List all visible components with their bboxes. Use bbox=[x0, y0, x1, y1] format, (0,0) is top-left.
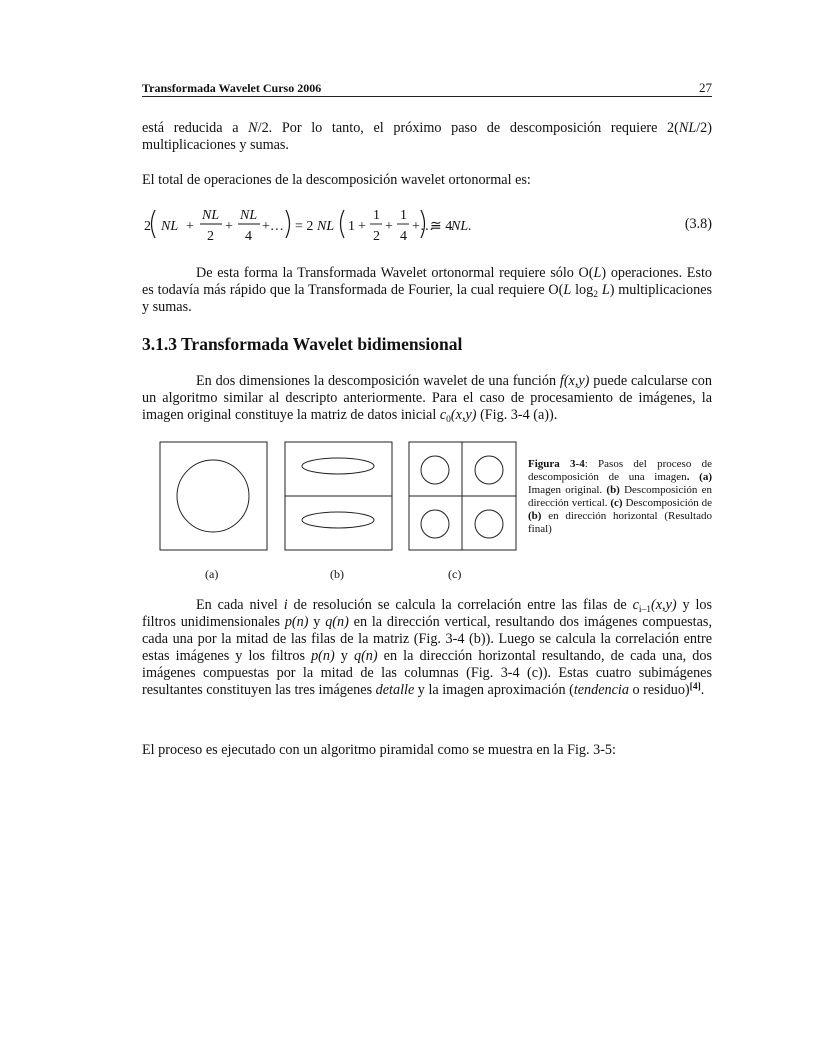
figure-caption: Figura 3-4: Pasos del proceso de descomposición de una imagen. (a) Imagen original. (b) Descomposición en dirección vertical. (c) Descomposición de (b) en dirección horizontal (Resultado final) bbox=[528, 458, 713, 535]
paragraph-6: El proceso es ejecutado con un algoritmo piramidal como se muestra en la Fig. 3-5: bbox=[142, 742, 616, 758]
page-header bbox=[142, 80, 712, 97]
paragraph-5: En cada nivel i de resolución se calcula la correlación entre las filas de $c_{i-1}(x,y)$ y los filtros unidimensionales p(n) y q(n) en la dirección vertical, resultando dos imágenes compuestas, cada una por la mitad de las filas de la matriz (Fig. 3-4 (b)). Luego se calcula la correlación entre estas imágenes y los filtros p(n) y q(n) en la dirección horizontal resultando, de cada una, dos imágenes compuestas por la mitad de las columnas (Fig. 3-4 (c)). Estas cuatro subimágenes resultantes constituyen las tres imágenes detalle y la imagen aproximación (tendencia o residuo)[4]. bbox=[142, 597, 712, 698]
panel-b-ellipse-top bbox=[302, 458, 374, 474]
eq-plus: + bbox=[358, 219, 366, 234]
equation-3-8 bbox=[142, 203, 712, 245]
running-title: Transformada Wavelet Curso 2006 bbox=[142, 81, 322, 95]
eq-coef: 2 bbox=[144, 219, 151, 234]
eq-num: NL bbox=[240, 208, 258, 223]
panel-c-circle bbox=[475, 510, 503, 538]
panel-c-circle bbox=[475, 456, 503, 484]
eq-num: NL bbox=[202, 208, 220, 223]
eq-nl-end: NL. bbox=[451, 219, 472, 234]
label-b: (b) bbox=[330, 567, 344, 581]
eq-approx: ≅ 4 bbox=[430, 219, 453, 234]
figure-diagram bbox=[142, 440, 542, 585]
paragraph-2: El total de operaciones de la descomposición wavelet ortonormal es: bbox=[142, 172, 531, 188]
eq-ellipsis: +… bbox=[262, 219, 284, 234]
equation-formula bbox=[142, 203, 612, 245]
eq-paren-close bbox=[286, 210, 290, 238]
eq-den: 4 bbox=[400, 229, 407, 244]
eq-den: 4 bbox=[245, 229, 252, 244]
paragraph-1: está reducida a N/2. Por lo tanto, el próximo paso de descomposición requiere 2(NL/2) multiplicaciones y sumas. bbox=[142, 120, 712, 153]
eq-den: 2 bbox=[207, 229, 214, 244]
panel-c-circle bbox=[421, 510, 449, 538]
eq-nl: NL bbox=[317, 219, 335, 234]
eq-plus: + bbox=[186, 219, 194, 234]
eq-one: 1 bbox=[348, 219, 355, 234]
paragraph-4: En dos dimensiones la descomposición wavelet de una función f(x,y) puede calcularse con un algoritmo similar al descripto anteriormente. Para el caso de procesamiento de imágenes, la imagen original constituye la matriz de datos inicial $c_0(x,y)$ (Fig. 3-4 (a)). bbox=[142, 373, 712, 425]
section-heading: 3.1.3 Transformada Wavelet bidimensional bbox=[142, 334, 463, 354]
panel-c-circle bbox=[421, 456, 449, 484]
eq-paren-open bbox=[341, 210, 345, 238]
panel-b-ellipse-bottom bbox=[302, 512, 374, 528]
eq-plus: + bbox=[225, 219, 233, 234]
paragraph-3: De esta forma la Transformada Wavelet ortonormal requiere sólo O(L) operaciones. Esto es todavía más rápido que la Transformada de Fourier, la cual requiere O(L $\log_2 L$) multiplicaciones y sumas. bbox=[142, 265, 713, 315]
eq-nl: NL bbox=[161, 219, 179, 234]
panel-a-circle bbox=[177, 460, 249, 532]
eq-plus: + bbox=[385, 219, 393, 234]
eq-equals: = 2 bbox=[295, 219, 314, 234]
equation-number: (3.8) bbox=[684, 216, 712, 232]
eq-num: 1 bbox=[373, 208, 380, 223]
eq-den: 2 bbox=[373, 229, 380, 244]
label-a: (a) bbox=[205, 567, 219, 581]
eq-num: 1 bbox=[400, 208, 407, 223]
eq-ellipsis: +… bbox=[412, 219, 434, 234]
panel-a-frame bbox=[160, 442, 267, 550]
figure-3-4 bbox=[142, 440, 542, 585]
label-c: (c) bbox=[448, 567, 462, 581]
eq-paren-open bbox=[152, 210, 156, 238]
page-number: 27 bbox=[699, 80, 712, 95]
